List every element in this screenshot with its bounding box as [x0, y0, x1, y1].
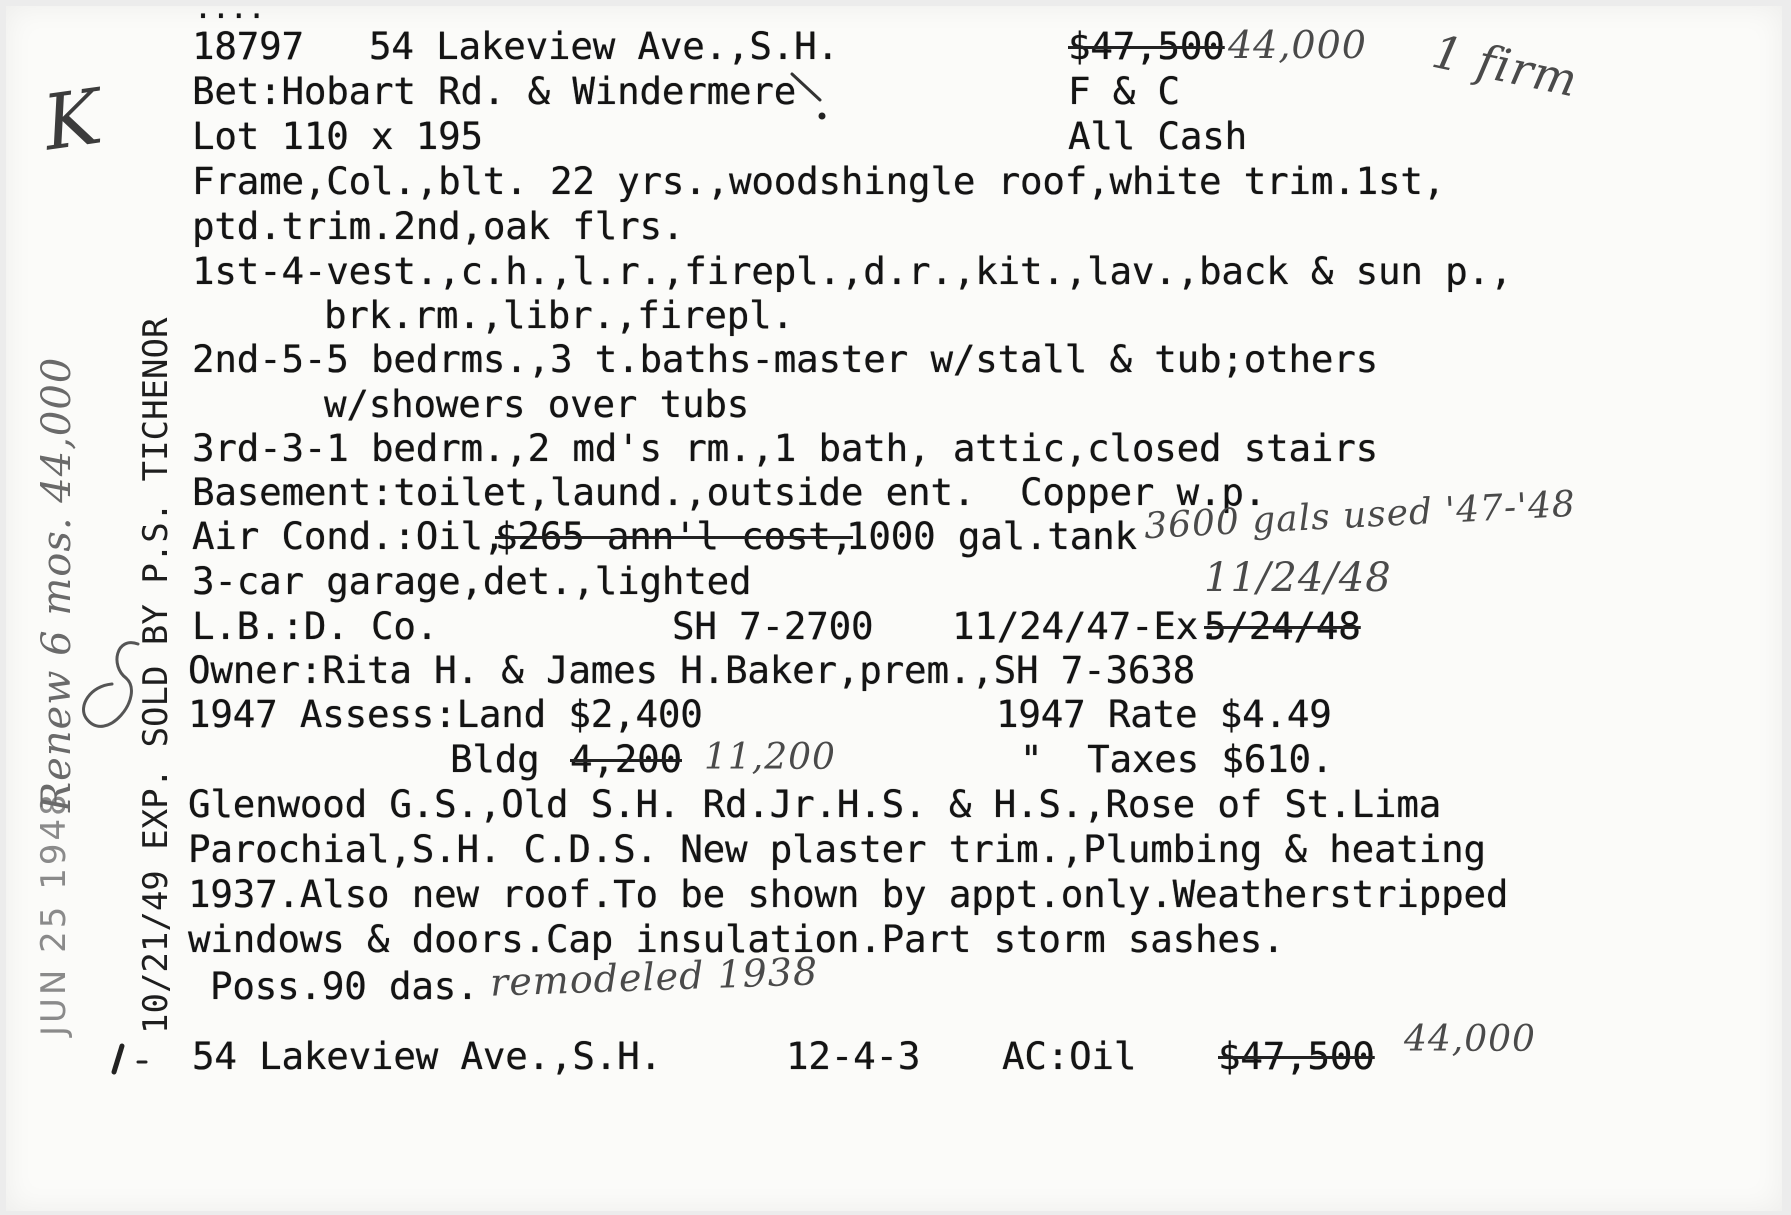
handwritten-bldg-value: 11,200: [704, 737, 836, 778]
bldg-value-struck: 4,200: [570, 737, 682, 781]
first-floor-line: 1st-4-vest.,c.h.,l.r.,firepl.,d.r.,kit.,lav.,back & sun p.,: [192, 249, 1513, 293]
handwritten-renew-note: Renew 6 mos. 44,000: [34, 356, 80, 812]
handwritten-k-mark: K: [38, 71, 108, 168]
remarks-line: 1937.Also new roof.To be shown by appt.only.Weatherstripped: [188, 872, 1509, 916]
bottom-rooms: 12-4-3: [786, 1034, 921, 1078]
between-streets: Bet:Hobart Rd. & Windermere: [192, 69, 797, 113]
taxes: " Taxes $610.: [1020, 737, 1334, 781]
description-line: ptd.trim.2nd,oak flrs.: [192, 204, 685, 248]
corner-ink-mark: [98, 1028, 158, 1078]
bottom-ac: AC:Oil: [1002, 1034, 1137, 1078]
handwritten-firm: 1 firm: [1427, 24, 1583, 108]
schools-line: Glenwood G.S.,Old S.H. Rd.Jr.H.S. & H.S.,Rose of St.Lima: [188, 782, 1442, 826]
owner-line: Owner:Rita H. & James H.Baker,prem.,SH 7-3638: [188, 648, 1195, 692]
assessment-land: 1947 Assess:Land $2,400: [188, 692, 703, 736]
listing-card: [6, 6, 1782, 1211]
possession-line: Poss.90 das.: [210, 964, 479, 1008]
expiry-struck: 5/24/48: [1204, 604, 1361, 648]
air-cond-label: Air Cond.:Oil,: [192, 514, 506, 558]
bottom-address: 54 Lakeview Ave.,S.H.: [192, 1034, 662, 1078]
lot-size: Lot 110 x 195: [192, 114, 483, 158]
remarks-line: windows & doors.Cap insulation.Part storm sashes.: [188, 917, 1285, 961]
handwritten-gallons-used: 3600 gals used '47-'48: [1143, 483, 1577, 548]
tank-size: 1000 gal.tank: [846, 514, 1137, 558]
received-date-stamp: JUN 25 1948: [34, 791, 74, 1036]
assessment-bldg-label: Bldg: [450, 737, 540, 781]
tax-rate: 1947 Rate $4.49: [996, 692, 1332, 736]
basement-line: Basement:toilet,laund.,outside ent. Copper w.p.: [192, 470, 1267, 514]
second-floor-line-cont: w/showers over tubs: [324, 382, 750, 426]
annual-cost-struck: $265 ann'l cost,: [495, 514, 854, 558]
original-price: $47,500: [1068, 24, 1225, 68]
remarks-line: Parochial,S.H. C.D.S. New plaster trim.,Plumbing & heating: [188, 827, 1486, 871]
handwritten-remodeled: remodeled 1938: [489, 949, 819, 1005]
handwritten-new-price: 44,000: [1228, 23, 1367, 67]
description-line: Frame,Col.,blt. 22 yrs.,woodshingle roof,white trim.1st,: [192, 159, 1446, 203]
listing-dates: 11/24/47-Ex.: [952, 604, 1221, 648]
first-floor-line-cont: brk.rm.,libr.,firepl.: [324, 293, 794, 337]
top-dots: ....: [194, 6, 266, 26]
sold-note-margin: 10/21/49 EXP. SOLD BY P.S. TICHENOR: [136, 317, 176, 1034]
listing-number: 18797: [192, 24, 304, 68]
pencil-loop-mark: [76, 626, 166, 776]
listing-address: 54 Lakeview Ave.,S.H.: [369, 24, 839, 68]
pencil-tick-mark: [786, 66, 846, 136]
listing-broker: L.B.:D. Co.: [192, 604, 439, 648]
broker-phone: SH 7-2700: [672, 604, 874, 648]
garage-line: 3-car garage,det.,lighted: [192, 559, 752, 603]
payment-terms: All Cash: [1068, 114, 1248, 158]
second-floor-line: 2nd-5-5 bedrms.,3 t.baths-master w/stall & tub;others: [192, 337, 1378, 381]
bottom-price-struck: $47,500: [1218, 1034, 1375, 1078]
handwritten-renewal-date: 11/24/48: [1204, 555, 1392, 601]
third-floor-line: 3rd-3-1 bedrm.,2 md's rm.,1 bath, attic,closed stairs: [192, 426, 1378, 470]
terms: F & C: [1068, 69, 1180, 113]
handwritten-bottom-price: 44,000: [1404, 1019, 1536, 1060]
